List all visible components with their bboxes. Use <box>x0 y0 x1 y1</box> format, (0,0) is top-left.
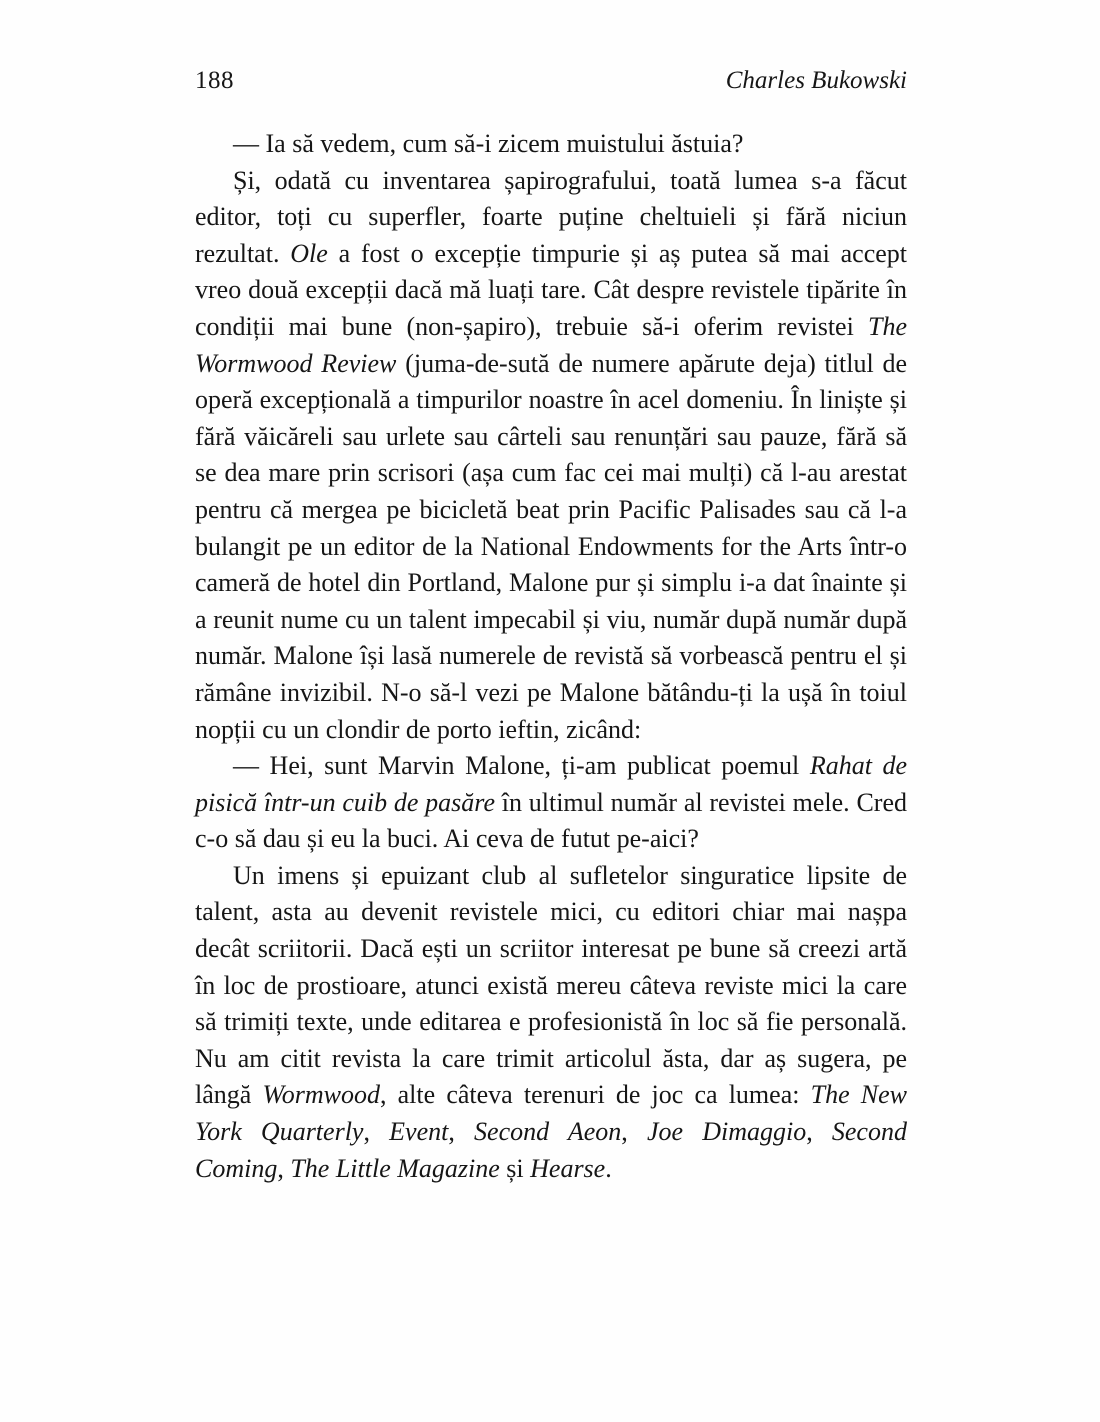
italic-run: Event <box>389 1117 449 1147</box>
italic-run: Ole <box>290 238 328 268</box>
text-run: , <box>363 1117 390 1147</box>
paragraph <box>195 163 907 749</box>
text-run: — Ia să vedem, cum să-i zicem muistului ăstuia? <box>233 129 744 158</box>
body-text <box>195 126 907 1187</box>
text-run: , alte câteva terenuri de joc ca lumea: <box>379 1080 811 1110</box>
text-run: Și, odată cu inventarea șapirografului, toată lumea s-a făcut editor, toți cu superfler, foarte puține cheltuieli și fără niciun rezultat. <box>195 165 907 268</box>
page-number: 188 <box>195 67 234 94</box>
text-run: a fost o excepție timpurie și aș putea să mai accept vreo două excepții dacă mă luați tare. Cât despre revistele tipărite în condiții mai bune (non-șapiro), trebuie să-i oferim revistei <box>195 238 907 341</box>
italic-run: Rahat de pisică într-un cuib de pasăre <box>195 751 908 817</box>
italic-run: Joe Dimaggio <box>646 1117 807 1147</box>
paragraph <box>195 748 907 858</box>
text-run: și <box>499 1153 531 1183</box>
text-run: . <box>605 1153 612 1183</box>
italic-run: Hearse <box>530 1153 606 1183</box>
italic-run: Second Aeon <box>474 1117 622 1147</box>
italic-run: Wormwood <box>262 1080 380 1110</box>
paragraph <box>195 858 907 1187</box>
italic-run: The New York Quarterly <box>195 1080 908 1147</box>
text-run: Un imens și epuizant club al sufletelor singuratice lipsite de talent, asta au devenit revistele mici, cu editori chiar mai nașpa decât scriitorii. Dacă ești un scriitor interesat pe bune să creezi artă în loc de prostioare, atunci există mereu câteva reviste mici la care să trimiți texte, unde editarea e profesionistă în loc să fie personală. Nu am citit revista la care trimit articolul ăsta, dar aș sugera, pe lângă <box>195 860 907 1110</box>
text-run: , <box>621 1117 647 1147</box>
italic-run: Second Coming <box>195 1117 907 1183</box>
running-header <box>195 66 907 96</box>
text-run: — Hei, sunt Marvin Malone, ți-am publicat poemul <box>233 751 810 781</box>
running-head-author: Charles Bukowski <box>725 67 907 94</box>
italic-run: The Little Magazine <box>290 1153 500 1183</box>
text-run: în ultimul număr al revistei mele. Cred c-o să dau și eu la buci. Ai ceva de futut pe-aici? <box>195 787 907 854</box>
italic-run: The Wormwood Review <box>195 311 907 378</box>
paragraph <box>195 126 907 163</box>
text-run: , <box>806 1117 832 1147</box>
text-run: , <box>277 1153 291 1183</box>
text-run: , <box>448 1117 475 1147</box>
text-run: (juma-de-sută de numere apărute deja) titlul de operă excepțională a timpurilor noastre în acel domeniu. În liniște și fără văicăreli sau urlete sau cârteli sau renunțări sau pauze, fără să se dea mare prin scrisori (așa cum fac cei mai mulți) că l-au arestat pentru că mergea pe bicicletă beat prin Pacific Palisades sau că l-a bulangit pe un editor de la National Endowments for the Arts într-o cameră de hotel din Portland, Malone pur și simplu i-a dat înainte și a reunit nume cu un talent impecabil și viu, număr după număr după număr. Malone își lasă numerele de revistă să vorbească pentru el și rămâne invizibil. N-o să-l vezi pe Malone bătându-ți la ușă în toiul nopții cu un clondir de porto ieftin, zicând: <box>195 348 908 744</box>
